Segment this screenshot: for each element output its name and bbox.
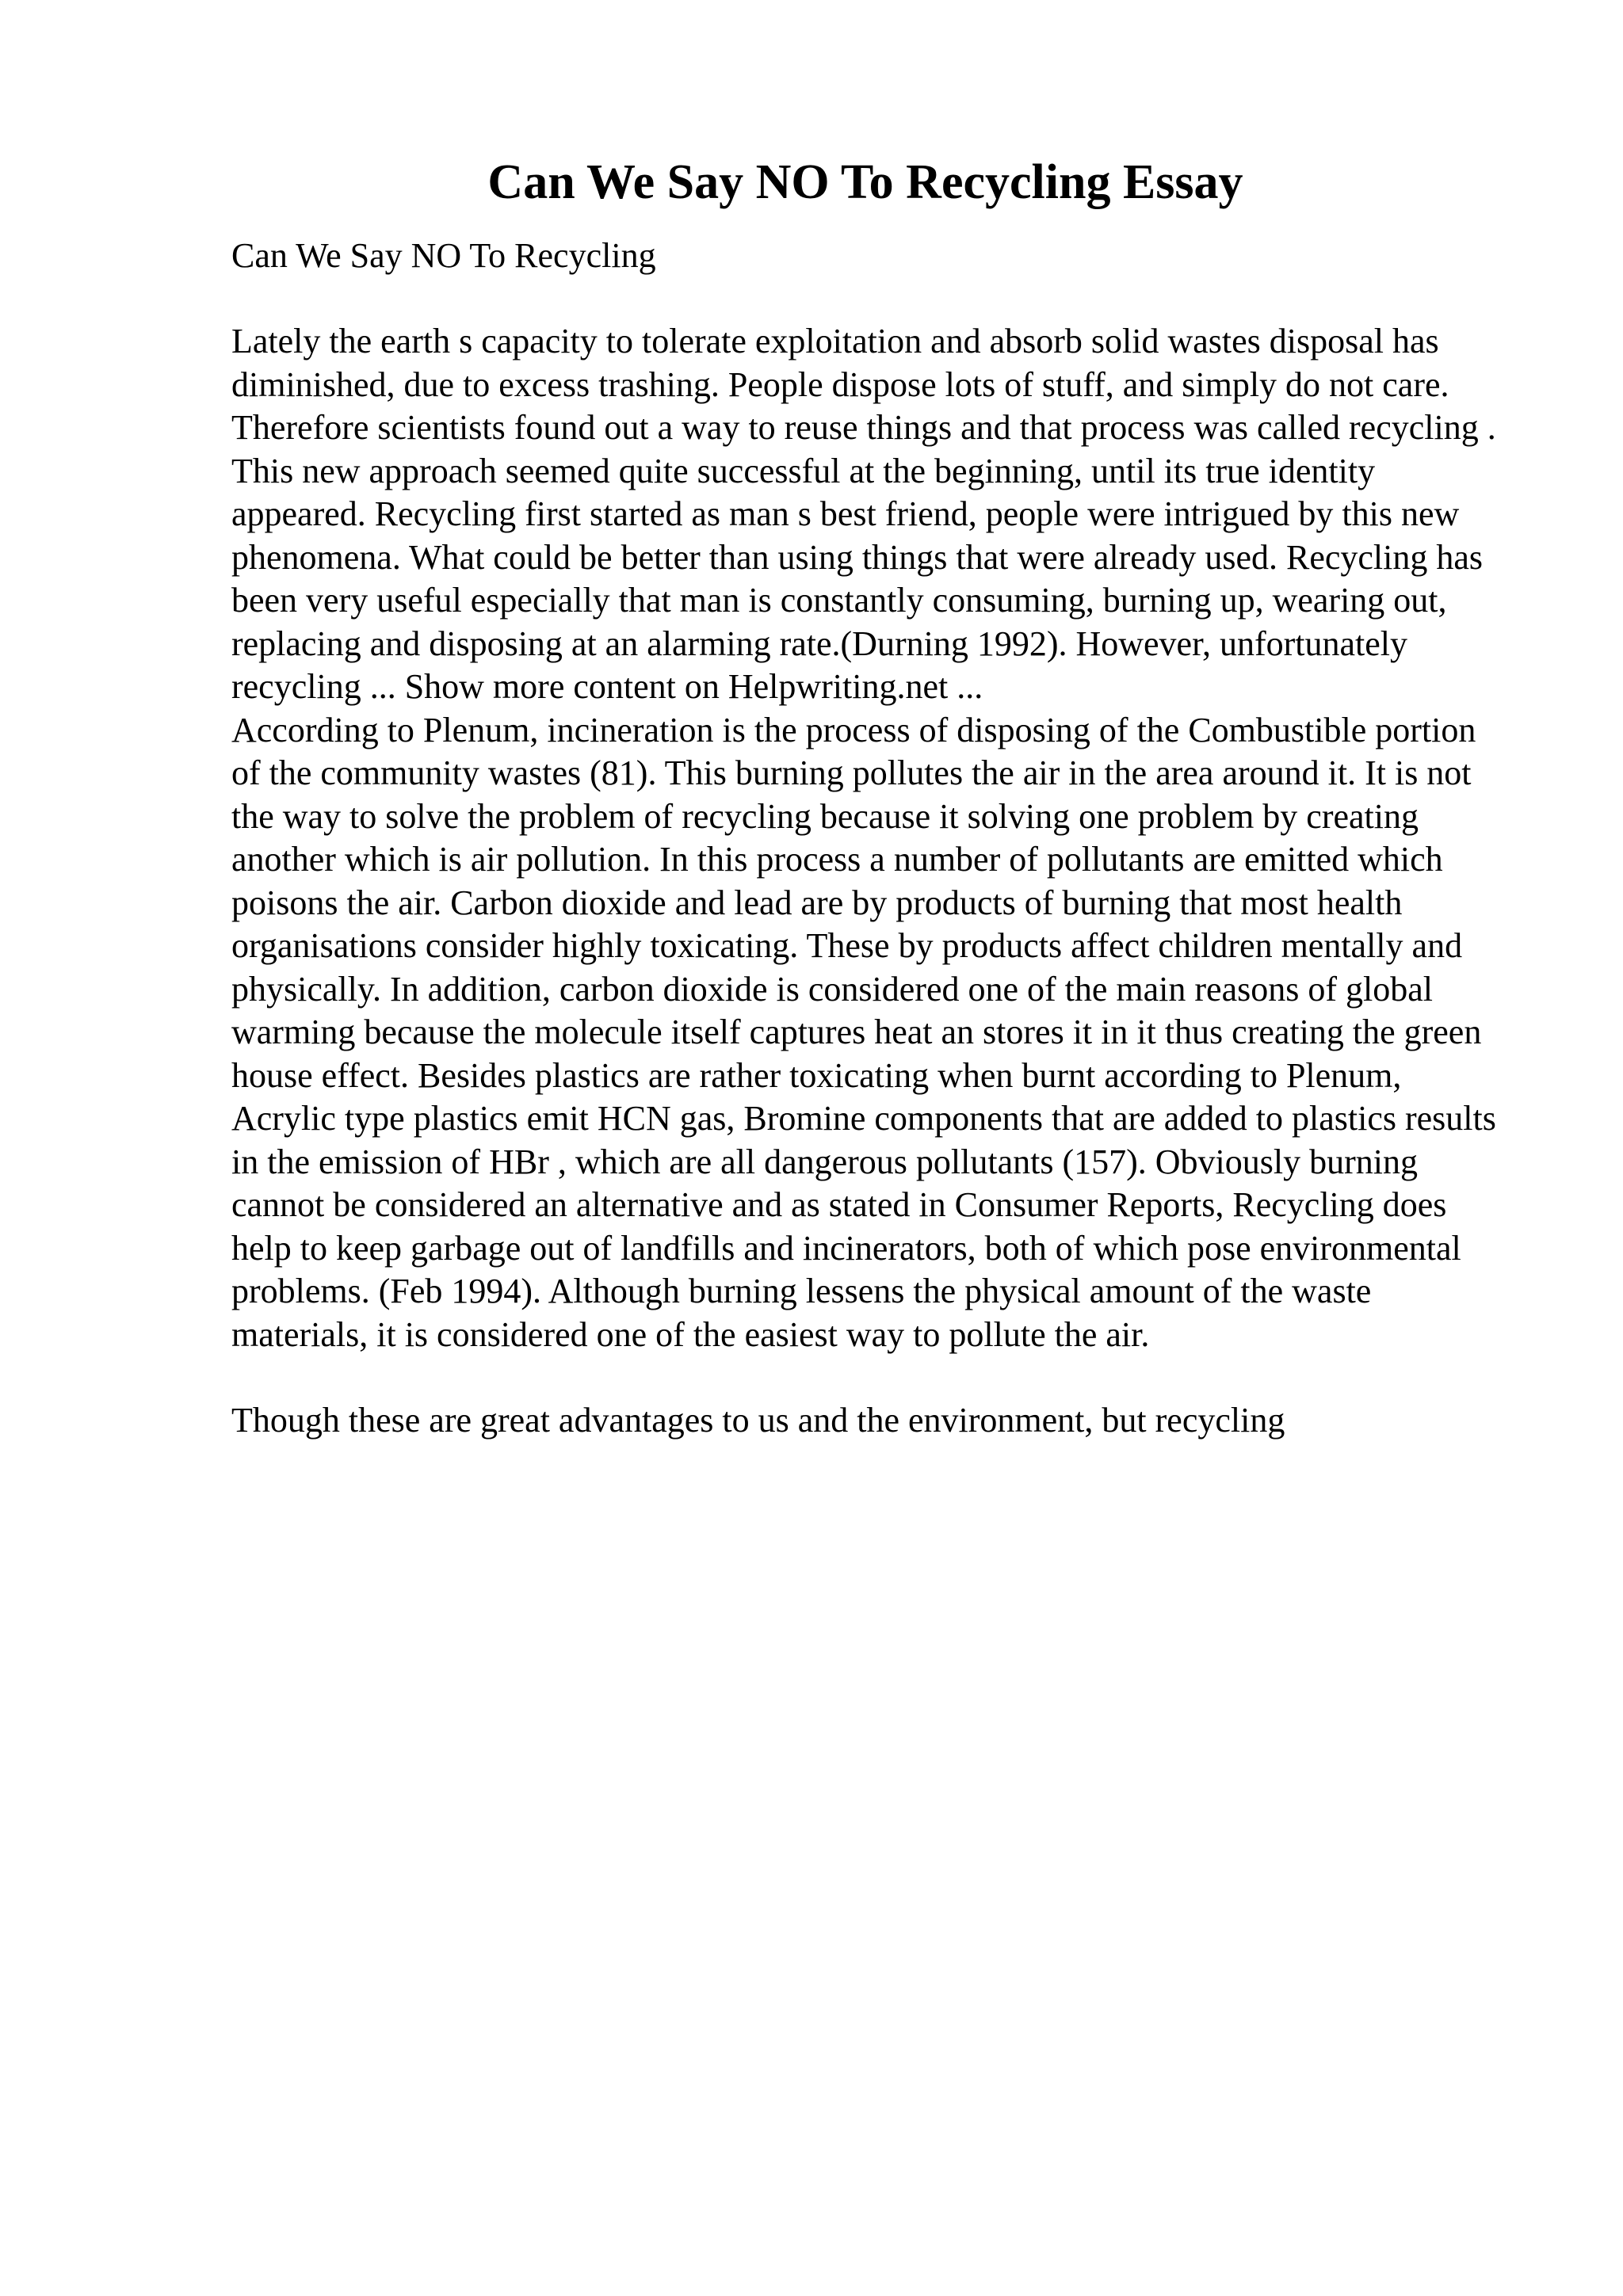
paragraph-advantages: Though these are great advantages to us and the environment, but recycling bbox=[231, 1401, 1285, 1440]
document-page bbox=[231, 151, 1499, 1443]
paragraph-intro: Lately the earth s capacity to tolerate exploitation and absorb solid wastes disposal has diminished, due to excess trashing. People dispose lots of stuff, and simply do not care. Therefore scientists found out a way to reuse things and that process was called recycling . This new approach seemed quite successful at the beginning, until its true identity appeared. Recycling first started as man s best friend, people were intrigued by this new phenomena. What could be better than using things that were already used. Recycling has been very useful especially that man is constantly consuming, burning up, wearing out, replacing and disposing at an alarming rate.(Durning 1992). However, unfortunately recycling ... Show more content on Helpwriting.net ... bbox=[231, 322, 1496, 706]
document-title: Can We Say NO To Recycling Essay bbox=[487, 155, 1243, 209]
paragraph-incineration: According to Plenum, incineration is the process of disposing of the Combustible portion of the community wastes (81). This burning pollutes the air in the area around it. It is not the way to solve the problem of recycling because it solving one problem by creating another which is air pollution. In this process a number of pollutants are emitted which poisons the air. Carbon dioxide and lead are by products of burning that most health organisations consider highly toxicating. These by products affect children mentally and physically. In addition, carbon dioxide is considered one of the main reasons of global warming because the molecule itself captures heat an stores it in it thus creating the green house effect. Besides plastics are rather toxicating when burnt according to Plenum, Acrylic type plastics emit HCN gas, Bromine components that are added to plastics results in the emission of HBr , which are all dangerous pollutants (157). Obviously burning cannot be considered an alternative and as stated in Consumer Reports, Recycling does help to keep garbage out of landfills and incinerators, both of which pose environmental problems. (Feb 1994). Although burning lessens the physical amount of the waste materials, it is considered one of the easiest way to pollute the air. bbox=[231, 710, 1496, 1354]
document-subtitle: Can We Say NO To Recycling bbox=[231, 236, 656, 275]
